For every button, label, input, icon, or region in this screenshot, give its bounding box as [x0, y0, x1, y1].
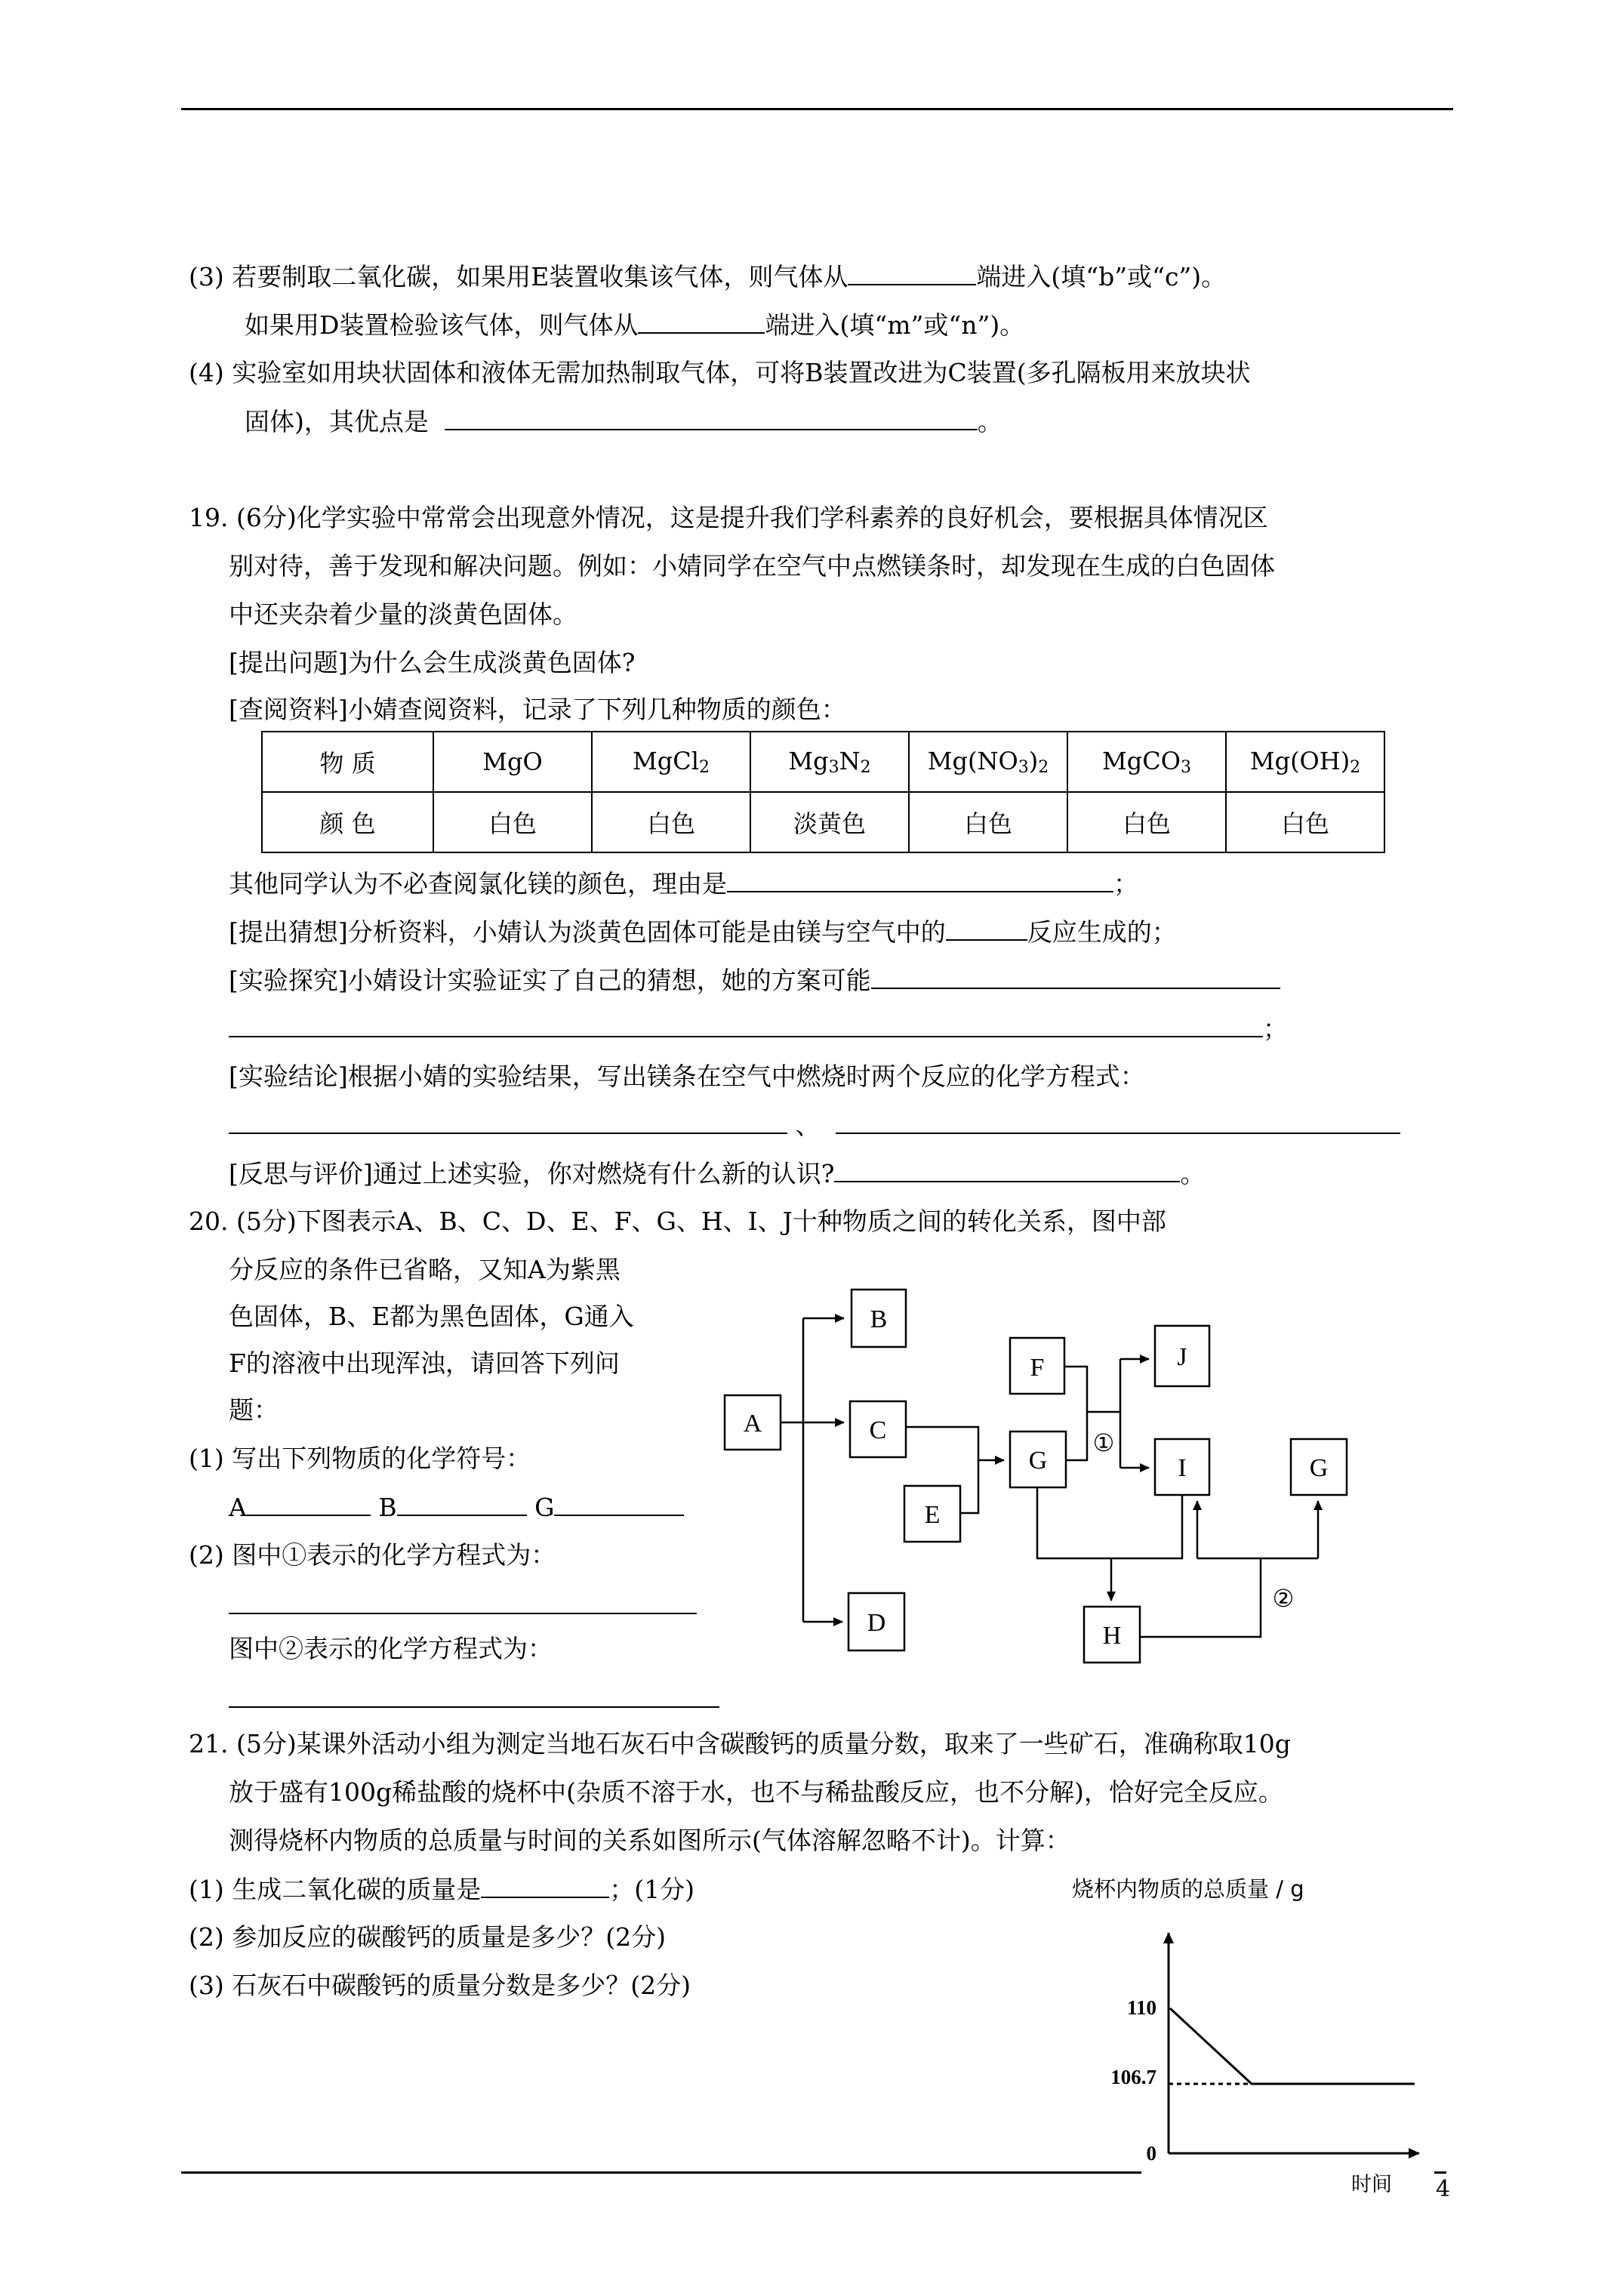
q18-p3-line2: 如果用D装置检验该气体，则气体从 端进入(填“m”或“n”)。: [245, 310, 1025, 340]
table-cell-color: 白色: [909, 792, 1067, 852]
table-cell-substance: $Mg(OH)_2$: [1226, 732, 1384, 792]
q20-blank-b[interactable]: [397, 1492, 527, 1516]
q19-conclusion: [实验结论]根据小婧的实验结果，写出镁条在空气中燃烧时两个反应的化学方程式：: [229, 1062, 1145, 1091]
label-I: I: [1178, 1454, 1187, 1482]
q20-sub2: (2) 图中①表示的化学方程式为：: [189, 1540, 556, 1570]
table-cell-substance: $Mg(NO_3)_2$: [909, 732, 1067, 792]
q20-sub3: 图中②表示的化学方程式为：: [229, 1634, 553, 1663]
table-cell-label: 物 质: [262, 732, 433, 792]
q19-reason: 其他同学认为不必查阅氯化镁的颜色，理由是 ；: [229, 869, 1138, 898]
q18-blank-advantage[interactable]: [445, 406, 978, 430]
y-tick-106-7: 106.7: [1110, 2066, 1156, 2088]
chart-xlabel: 时间: [1351, 2173, 1392, 2196]
table-cell-substance: MgCl$_2$: [592, 732, 750, 792]
label-E: E: [924, 1501, 941, 1529]
q19-reflect: [反思与评价]通过上述实验，你对燃烧有什么新的认识? 。: [229, 1159, 1206, 1188]
label-G1: G: [1028, 1447, 1048, 1475]
footer-rule: [181, 2171, 1141, 2174]
q20-blank-g[interactable]: [554, 1492, 684, 1516]
table-row: [262, 792, 1384, 852]
q21-line2: 放于盛有100g稀盐酸的烧杯中(杂质不溶于水，也不与稀盐酸反应，也不分解)，恰好完全反应。: [229, 1777, 1283, 1807]
table-cell-color: 白色: [1226, 792, 1384, 852]
q20-blank-eq2[interactable]: [229, 1706, 719, 1708]
q19-blank-equation-1[interactable]: [229, 1110, 787, 1134]
y-tick-110: 110: [1126, 1996, 1156, 2019]
label-C: C: [869, 1416, 887, 1444]
table-cell-color: 白色: [1067, 792, 1226, 852]
q20-line5: 题：: [229, 1395, 279, 1425]
conversion-diagram: [710, 1268, 1351, 1676]
q18-p4-line2: 固体)，其优点是 。: [245, 407, 1002, 436]
q20-line3: 色固体，B、E都为黑色固体，G通入: [229, 1302, 634, 1331]
q20-sub1: (1) 写出下列物质的化学符号：: [189, 1444, 531, 1473]
mark-reaction-1: ①: [1092, 1429, 1115, 1456]
mass-time-chart: [1042, 1865, 1434, 2197]
q19-blank-plan-1[interactable]: [871, 965, 1280, 989]
table-cell-substance: $Mg_3N_2$: [750, 732, 909, 792]
table-cell-substance: MgCO$_3$: [1067, 732, 1226, 792]
mark-reaction-2: ②: [1272, 1585, 1295, 1612]
substance-color-table: [261, 731, 1385, 853]
q19-equations: 、: [229, 1110, 1400, 1141]
q19-line2: 别对待，善于发现和解决问题。例如：小婧同学在空气中点燃镁条时，却发现在生成的白色固体: [229, 551, 1275, 581]
label-G2: G: [1309, 1454, 1329, 1482]
q19-explore-line2: ；: [229, 1013, 1288, 1044]
q19-blank-equation-2[interactable]: [836, 1110, 1400, 1134]
q18-p4-line1: (4) 实验室如用块状固体和液体无需加热制取气体，可将B装置改进为C装置(多孔隔板用来放块状: [189, 358, 1251, 387]
q20-blank-a[interactable]: [247, 1492, 371, 1516]
label-H: H: [1102, 1622, 1122, 1650]
q21-line3: 测得烧杯内物质的总质量与时间的关系如图所示(气体溶解忽略不计)。计算：: [229, 1826, 1070, 1855]
q21-sub1: (1) 生成二氧化碳的质量是 ；(1分): [189, 1875, 694, 1904]
q20-line1: 20. (5分)下图表示A、B、C、D、E、F、G、H、I、J十种物质之间的转化关系，图中部: [189, 1207, 1166, 1236]
table-cell-color: 白色: [592, 792, 750, 852]
q18-p3-line1: (3) 若要制取二氧化碳，如果用E装置收集该气体，则气体从 端进入(填“b”或“c”)。: [189, 262, 1227, 291]
q19-question: [提出问题]为什么会生成淡黄色固体?: [229, 648, 636, 677]
q19-line1: 19. (6分)化学实验中常常会出现意外情况，这是提升我们学科素养的良好机会，要根据具体情况区: [189, 503, 1268, 532]
q20-line4: F的溶液中出现浑浊，请回答下列问: [229, 1348, 620, 1378]
y-tick-0: 0: [1146, 2142, 1156, 2165]
label-B: B: [870, 1305, 888, 1333]
label-D: D: [867, 1609, 886, 1637]
q18-blank-b-c[interactable]: [848, 261, 976, 285]
q19-line3: 中还夹杂着少量的淡黄色固体。: [229, 599, 577, 629]
label-F: F: [1030, 1354, 1045, 1382]
q19-blank-reason[interactable]: [727, 868, 1113, 892]
q21-line1: 21. (5分)某课外活动小组为测定当地石灰石中含碳酸钙的质量分数，取来了一些矿石，准确称取10g: [189, 1729, 1291, 1758]
label-J: J: [1177, 1343, 1187, 1371]
table-cell-color: 淡黄色: [750, 792, 909, 852]
table-row: [262, 732, 1384, 792]
q19-lookup: [查阅资料]小婧查阅资料，记录了下列几种物质的颜色：: [229, 695, 846, 724]
q21-sub2: (2) 参加反应的碳酸钙的质量是多少？(2分): [189, 1922, 666, 1952]
q18-blank-m-n[interactable]: [638, 310, 765, 334]
q21-blank-co2-mass[interactable]: [481, 1874, 609, 1898]
q19-explore: [实验探究]小婧设计实验证实了自己的猜想，她的方案可能: [229, 965, 1280, 996]
q20-line2: 分反应的条件已省略，又知A为紫黑: [229, 1255, 621, 1284]
q19-blank-reflect[interactable]: [834, 1158, 1180, 1182]
table-cell-substance: MgO: [433, 732, 592, 792]
series-line: [1170, 2008, 1415, 2084]
q19-blank-gas[interactable]: [946, 917, 1027, 941]
footer-rule-right: [1434, 2171, 1446, 2174]
label-A: A: [743, 1410, 762, 1438]
q21-sub3: (3) 石灰石中碳酸钙的质量分数是多少？(2分): [189, 1971, 691, 2000]
table-cell-label: 颜 色: [262, 792, 433, 852]
q19-guess: [提出猜想]分析资料，小婧认为淡黄色固体可能是由镁与空气中的 反应生成的；: [229, 917, 1177, 947]
header-rule: [181, 108, 1453, 110]
page-number: 4: [1436, 2176, 1451, 2202]
q20-symbols: A B G: [229, 1492, 684, 1523]
table-cell-color: 白色: [433, 792, 592, 852]
chart-ylabel: 烧杯内物质的总质量 / g: [1072, 1876, 1304, 1902]
q20-blank-eq1[interactable]: [229, 1613, 697, 1614]
q19-blank-plan-2[interactable]: [229, 1013, 1263, 1037]
